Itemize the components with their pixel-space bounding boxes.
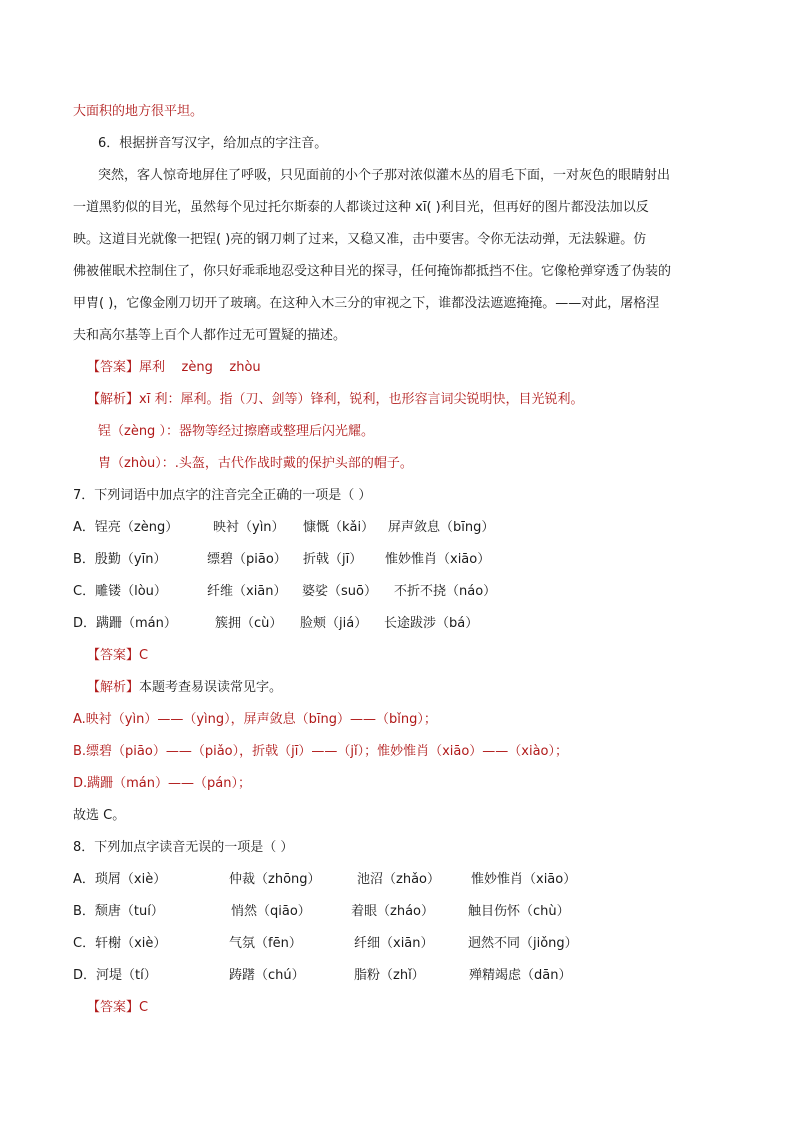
option-item: B．殷勤（yīn） — [73, 552, 167, 567]
continued-explanation-line: 大面积的地方很平坦。 — [73, 104, 204, 119]
explanation-6-line-2: 锃（zèng ）：器物等经过擦磨或整理后闪光耀。 — [98, 424, 374, 439]
option-item: 悄然（qiāo） — [231, 904, 311, 919]
answer-7 — [87, 647, 148, 665]
option-item: C．雕镂（lòu） — [73, 584, 167, 599]
question-8-option-a — [73, 871, 576, 889]
question-7-option-a — [73, 519, 494, 537]
answer-text: 犀利 zèng zhòu — [139, 360, 261, 375]
explanation-tag: 【解析】 — [87, 392, 140, 407]
option-item: 簇拥（cù） — [215, 616, 283, 631]
option-item: 惟妙惟肖（xiāo） — [385, 552, 491, 567]
option-item: 触目伤怀（chù） — [468, 904, 570, 919]
passage-line-4: 佛被催眠术控制住了，你只好乖乖地忍受这种目光的探寻，任何掩饰都抵挡不住。它像枪弹穿透了伪装的 — [73, 264, 672, 279]
passage-line-1: 突然，客人惊奇地屏住了呼吸，只见面前的小个子那对浓似灌木丛的眉毛下面，一对灰色的眼睛射出 — [98, 168, 671, 183]
passage-line-3: 映。这道目光就像一把锃( )亮的钢刀刺了过来，又稳又准，击中要害。令你无法动弹，无法躲避。仿 — [73, 232, 647, 247]
option-item: 惟妙惟肖（xiāo） — [471, 872, 577, 887]
question-7-option-b — [73, 551, 490, 569]
option-item: 着眼（zháo） — [351, 904, 434, 919]
option-item: D．河堤（tí） — [73, 968, 157, 983]
option-item: 屏声敛息（bīng） — [388, 520, 495, 535]
answer-tag: 【答案】 — [87, 648, 140, 663]
option-item: B．颓唐（tuí） — [73, 904, 164, 919]
question-7-option-d — [73, 615, 478, 633]
answer-tag: 【答案】 — [87, 1000, 140, 1015]
option-item: A．锃亮（zèng） — [73, 520, 179, 535]
explanation-6-line-3: 胄（zhòu）：.头盔，古代作战时戴的保护头部的帽子。 — [98, 456, 413, 471]
option-item: 纤细（xiān） — [354, 936, 434, 951]
option-item: 踌躇（chú） — [229, 968, 305, 983]
passage-line-6: 夫和高尔基等上百个人都作过无可置疑的描述。 — [73, 328, 347, 343]
explanation-7-a: A.映衬（yìn）——（yìng），屏声敛息（bīng）——（bǐng）； — [73, 712, 437, 727]
answer-6 — [87, 359, 261, 377]
question-8-option-b — [73, 903, 570, 921]
question-8-option-d — [73, 967, 571, 985]
option-item: C．轩榭（xiè） — [73, 936, 167, 951]
answer-text: C — [139, 648, 149, 663]
option-item: 迥然不同（jiǒng） — [468, 936, 578, 951]
option-item: 长途跋涉（bá） — [384, 616, 479, 631]
option-item: D．蹒跚（mán） — [73, 616, 177, 631]
passage-line-5: 甲胄( )，它像金刚刀切开了玻璃。在这种入木三分的审视之下，谁都没法遮遮掩掩。——对此，屠格涅 — [73, 296, 660, 311]
passage-line-2: 一道黑豹似的目光，虽然每个见过托尔斯泰的人都谈过这种 xī( )利目光，但再好的图片都没法加以反 — [73, 200, 649, 215]
explanation-7-conclusion: 故选 C。 — [73, 808, 126, 823]
option-item: 脸颊（jiá） — [300, 616, 368, 631]
answer-tag: 【答案】 — [87, 360, 140, 375]
option-item: A．琐屑（xiè） — [73, 872, 167, 887]
answer-text: C — [139, 1000, 149, 1015]
explanation-tag: 【解析】 — [87, 680, 140, 695]
option-item: 殚精竭虑（dān） — [469, 968, 572, 983]
option-item: 折戟（jī） — [303, 552, 363, 567]
question-8-option-c — [73, 935, 578, 953]
explanation-6 — [87, 391, 583, 409]
question-8-stem: 8．下列加点字读音无误的一项是（ ） — [73, 840, 294, 855]
option-item: 缥碧（piāo） — [207, 552, 287, 567]
answer-8 — [87, 999, 148, 1017]
option-item: 脂粉（zhǐ） — [354, 968, 425, 983]
explanation-text: 本题考查易误读常见字。 — [139, 680, 283, 695]
option-item: 池沼（zhǎo） — [357, 872, 440, 887]
explanation-7-d: D.蹒跚（mán）——（pán）； — [73, 776, 251, 791]
explanation-text: xī 利：犀利。指（刀、剑等）锋利，锐利，也形容言词尖锐明快，目光锐利。 — [139, 392, 584, 407]
option-item: 不折不挠（náo） — [394, 584, 497, 599]
option-item: 慷慨（kǎi） — [303, 520, 375, 535]
option-item: 映衬（yìn） — [213, 520, 285, 535]
question-7-stem: 7．下列词语中加点字的注音完全正确的一项是（ ） — [73, 488, 372, 503]
option-item: 仲裁（zhōng） — [229, 872, 321, 887]
explanation-7-b: B.缥碧（piāo）——（piǎo），折戟（jī）——（jǐ）；惟妙惟肖（xiāo）——（xiào）； — [73, 744, 569, 759]
option-item: 纤维（xiān） — [207, 584, 287, 599]
option-item: 气氛（fēn） — [229, 936, 302, 951]
option-item: 婆娑（suō） — [302, 584, 377, 599]
question-7-option-c — [73, 583, 496, 601]
explanation-7 — [87, 679, 282, 697]
question-6-stem: 6．根据拼音写汉字，给加点的字注音。 — [98, 136, 328, 151]
